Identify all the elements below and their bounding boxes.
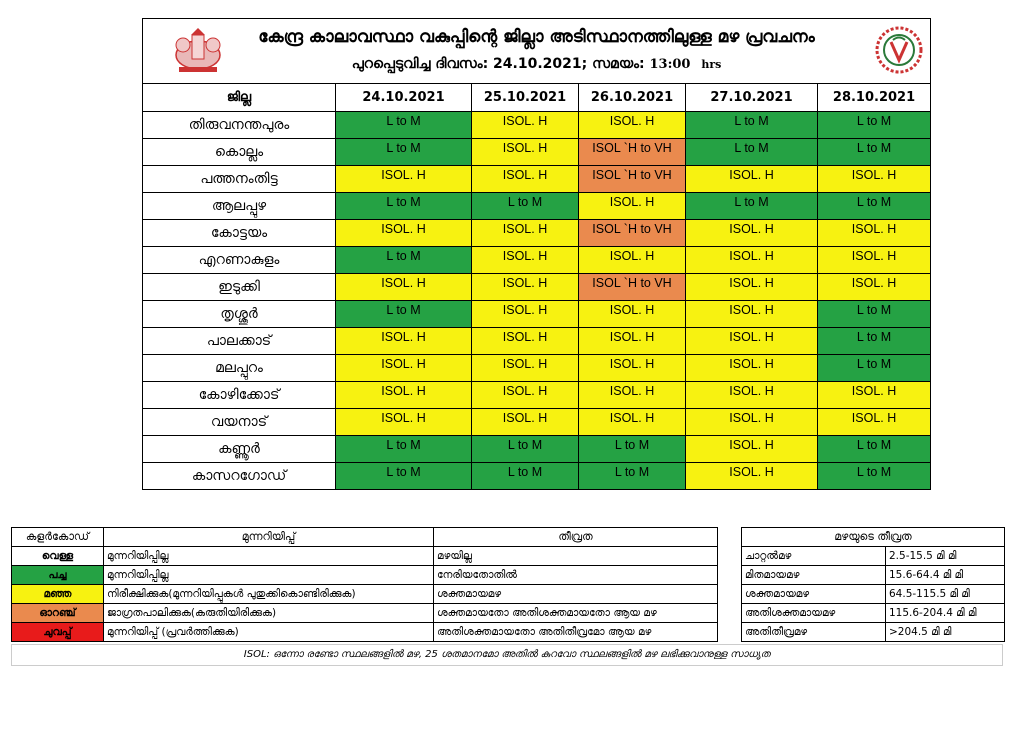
forecast-cell: ISOL. H [579,382,686,409]
legend-severity: അതിശക്തമായതോ അതിതീവ്രമോ ആയ മഴ [434,623,718,642]
forecast-cell: ISOL. H [472,220,579,247]
forecast-cell: ISOL. H [472,328,579,355]
forecast-cell: ISOL. H [336,409,472,436]
table-row [143,247,931,274]
intensity-row [742,547,1005,566]
legend-header-severity: തീവ്രത [434,528,718,547]
legend-severity: ശക്തമായതോ അതിശക്തമായതോ ആയ മഴ [434,604,718,623]
title-block [143,19,931,84]
intensity-name: അതിതീവ്രമഴ [742,623,886,642]
table-row [143,112,931,139]
forecast-cell: L to M [818,436,931,463]
legend-warning: മുന്നറിയിപ്പില്ല [104,566,434,585]
intensity-row [742,566,1005,585]
legend-header-code: കളർകോഡ് [12,528,104,547]
district-name: വയനാട് [143,409,336,436]
forecast-cell: L to M [579,463,686,490]
forecast-cell: L to M [336,193,472,220]
intensity-range: 115.6-204.4 മി മി [886,604,1005,623]
legend-code: പച്ച [12,566,104,585]
forecast-table [142,18,931,490]
date-header: 28.10.2021 [818,84,931,112]
time-label: സമയം: [592,56,645,72]
forecast-cell: ISOL. H [472,247,579,274]
date-header: 27.10.2021 [686,84,818,112]
forecast-cell: L to M [472,193,579,220]
forecast-cell: ISOL `H to VH [579,166,686,193]
forecast-cell: ISOL. H [579,247,686,274]
forecast-cell: L to M [818,139,931,166]
forecast-cell: ISOL. H [579,409,686,436]
forecast-cell: ISOL. H [686,328,818,355]
intensity-name: ചാറ്റൽമഴ [742,547,886,566]
forecast-cell: L to M [336,301,472,328]
imd-logo-icon [874,25,924,75]
forecast-cell: L to M [336,139,472,166]
district-name: കോഴിക്കോട് [143,382,336,409]
forecast-cell: L to M [472,463,579,490]
district-name: ഇടുക്കി [143,274,336,301]
intensity-name: അതിശക്തമായമഴ [742,604,886,623]
forecast-cell: ISOL. H [818,382,931,409]
intensity-header: മഴയുടെ തീവ്രത [742,528,1005,547]
table-row [143,220,931,247]
legend-code: ചുവപ്പ് [12,623,104,642]
legend-warning: നിരീക്ഷിക്കുക(മുന്നറിയിപ്പുകൾ പുതുക്കികൊണ്ടിരിക്കുക) [104,585,434,604]
intensity-range: 2.5-15.5 മി മി [886,547,1005,566]
forecast-cell: L to M [336,436,472,463]
legend-code: ഓറഞ്ച് [12,604,104,623]
district-name: തിരുവനന്തപുരം [143,112,336,139]
forecast-cell: ISOL. H [579,112,686,139]
page-title: കേന്ദ്ര കാലാവസ്ഥാ വകുപ്പിന്റെ ജില്ലാ അടിസ്ഥാനത്തിലുള്ള മഴ പ്രവചനം [258,27,815,47]
forecast-cell: ISOL. H [686,409,818,436]
forecast-cell: ISOL. H [686,382,818,409]
forecast-cell: L to M [686,112,818,139]
forecast-cell: ISOL. H [686,301,818,328]
table-row [143,139,931,166]
forecast-cell: ISOL. H [336,166,472,193]
forecast-cell: L to M [818,193,931,220]
rain-intensity-legend [741,527,1005,642]
forecast-cell: ISOL `H to VH [579,139,686,166]
forecast-cell: L to M [818,112,931,139]
intensity-range: >204.5 മി മി [886,623,1005,642]
table-row [143,301,931,328]
table-row [143,193,931,220]
district-name: കണ്ണൂർ [143,436,336,463]
intensity-range: 15.6-64.4 മി മി [886,566,1005,585]
legend-row [12,566,718,585]
forecast-cell: ISOL. H [472,301,579,328]
issued-label: പുറപ്പെടുവിച്ച ദിവസം: [351,56,489,72]
forecast-cell: ISOL. H [472,112,579,139]
table-row [143,382,931,409]
forecast-cell: L to M [818,301,931,328]
intensity-range: 64.5-115.5 മി മി [886,585,1005,604]
forecast-cell: ISOL. H [579,193,686,220]
forecast-cell: ISOL. H [472,274,579,301]
forecast-cell: ISOL. H [818,274,931,301]
legend-row [12,604,718,623]
date-header: 26.10.2021 [579,84,686,112]
forecast-cell: L to M [686,139,818,166]
table-row [143,463,931,490]
legend-row [12,585,718,604]
forecast-cell: ISOL. H [472,382,579,409]
legend-severity: ശക്തമായമഴ [434,585,718,604]
forecast-cell: L to M [472,436,579,463]
forecast-cell: ISOL. H [686,220,818,247]
table-row [143,436,931,463]
district-name: എറണാകുളം [143,247,336,274]
district-name: പാലക്കാട് [143,328,336,355]
forecast-cell: L to M [818,355,931,382]
forecast-cell: ISOL. H [686,274,818,301]
issued-date: 24.10.2021; [493,56,588,72]
intensity-name: മിതമായമഴ [742,566,886,585]
time-value: 13:00 [649,57,691,72]
forecast-rows [143,112,931,490]
forecast-cell: ISOL. H [579,301,686,328]
forecast-cell: ISOL. H [686,247,818,274]
district-name: കൊല്ലം [143,139,336,166]
district-header: ജില്ല [143,84,336,112]
intensity-row [742,585,1005,604]
forecast-cell: L to M [336,463,472,490]
forecast-cell: ISOL. H [686,355,818,382]
district-name: കോട്ടയം [143,220,336,247]
color-code-legend [11,527,718,642]
legend-warning: മുന്നറിയിപ്പ് (പ്രവർത്തിക്കുക) [104,623,434,642]
forecast-cell: L to M [818,463,931,490]
forecast-cell: ISOL. H [336,382,472,409]
forecast-cell: ISOL `H to VH [579,220,686,247]
legend-code: മഞ്ഞ [12,585,104,604]
forecast-cell: L to M [579,436,686,463]
forecast-cell: L to M [336,112,472,139]
date-header: 24.10.2021 [336,84,472,112]
table-row [143,328,931,355]
date-header: 25.10.2021 [472,84,579,112]
forecast-cell: L to M [818,328,931,355]
district-name: ആലപ്പുഴ [143,193,336,220]
forecast-cell: ISOL. H [686,436,818,463]
legend-header-warning: മുന്നറിയിപ്പ് [104,528,434,547]
district-name: പത്തനംതിട്ട [143,166,336,193]
time-unit: hrs [701,58,722,71]
legend-row [12,547,718,566]
table-row [143,166,931,193]
isol-footnote: ISOL: ഒന്നോ രണ്ടോ സ്ഥലങ്ങളിൽ മഴ, 25 ശതമാനമോ അതിൽ കുറവോ സ്ഥലങ്ങളിൽ മഴ ലഭിക്കുവാനുള്ള സാധ്യത [11,644,1003,666]
district-name: തൃശ്ശൂർ [143,301,336,328]
legend-warning: ജാഗ്രതപാലിക്കുക(കരുതിയിരിക്കുക) [104,604,434,623]
issued-line [143,56,930,72]
legend-warning: മുന്നറിയിപ്പില്ല [104,547,434,566]
forecast-cell: ISOL. H [818,220,931,247]
forecast-cell: ISOL. H [686,463,818,490]
forecast-cell: ISOL. H [336,355,472,382]
intensity-row [742,604,1005,623]
forecast-cell: L to M [686,193,818,220]
forecast-cell: ISOL `H to VH [579,274,686,301]
legend-severity: മഴയില്ല [434,547,718,566]
forecast-cell: ISOL. H [472,166,579,193]
legend-severity: നേരിയതോതിൽ [434,566,718,585]
forecast-cell: ISOL. H [818,409,931,436]
forecast-cell: ISOL. H [472,355,579,382]
table-row [143,355,931,382]
forecast-cell: ISOL. H [818,247,931,274]
forecast-cell: L to M [336,247,472,274]
district-name: കാസറഗോഡ് [143,463,336,490]
forecast-cell: ISOL. H [336,328,472,355]
district-name: മലപ്പുറം [143,355,336,382]
table-row [143,409,931,436]
forecast-cell: ISOL. H [472,139,579,166]
forecast-cell: ISOL. H [336,220,472,247]
forecast-cell: ISOL. H [818,166,931,193]
legend-code: വെള്ള [12,547,104,566]
forecast-cell: ISOL. H [579,328,686,355]
intensity-row [742,623,1005,642]
forecast-cell: ISOL. H [579,355,686,382]
forecast-cell: ISOL. H [336,274,472,301]
forecast-cell: ISOL. H [686,166,818,193]
intensity-name: ശക്തമായമഴ [742,585,886,604]
legend-row [12,623,718,642]
forecast-cell: ISOL. H [472,409,579,436]
table-row [143,274,931,301]
